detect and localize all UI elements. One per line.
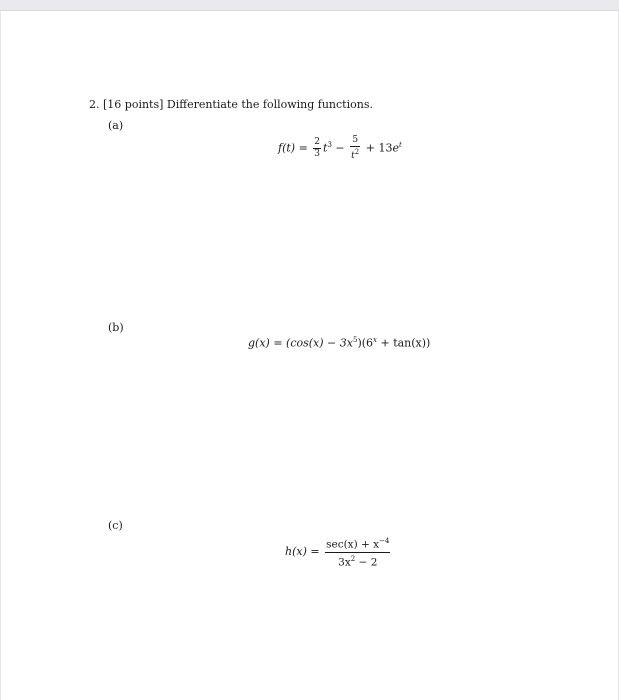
part-a-lhs: f(t) = <box>278 141 308 155</box>
part-b-formula <box>248 336 430 350</box>
problem-instruction: Differentiate the following functions. <box>166 98 373 111</box>
problem-number: 2. <box>89 98 100 111</box>
part-a-minus: − <box>335 141 345 155</box>
part-c-frac <box>325 535 390 569</box>
part-b-exp-x: x <box>373 336 377 344</box>
part-a-frac2-den-var: t <box>351 151 355 161</box>
part-c-label: (c) <box>108 519 123 532</box>
part-a-term1-exp: 3 <box>327 140 332 149</box>
part-c-den-exp: 2 <box>350 554 356 563</box>
problem-points: [16 points] <box>103 98 164 111</box>
part-a-frac2-den-exp: 2 <box>354 148 360 156</box>
part-a-e: e <box>392 141 399 155</box>
part-a-frac2-den <box>350 147 360 162</box>
part-a-frac2-num: 5 <box>350 135 360 147</box>
document-page <box>0 11 619 700</box>
part-b-formula-mid: )(6 <box>357 336 374 350</box>
part-a-term1: t <box>323 141 328 155</box>
part-a-frac1 <box>313 137 321 160</box>
part-a-formula <box>278 135 402 162</box>
part-c-den <box>325 553 390 570</box>
part-a-frac1-num: 2 <box>314 137 321 147</box>
part-c-formula <box>285 535 392 569</box>
part-c-lhs: h(x) = <box>285 545 320 558</box>
part-b-formula-post: + tan(x)) <box>376 336 431 350</box>
part-a-frac2 <box>350 135 360 162</box>
part-b-exp5: 5 <box>352 336 358 344</box>
part-c-den-pre: 3x <box>338 556 351 568</box>
part-b-label: (b) <box>108 321 124 334</box>
part-c-num-exp: −4 <box>379 537 390 545</box>
problem-header <box>89 98 373 111</box>
part-a-plus: + 13 <box>365 141 393 155</box>
part-c-num-pre: sec(x) + x <box>326 538 380 551</box>
part-a-e-exp: t <box>398 140 402 149</box>
part-b-formula-pre: g(x) = (cos(x) − 3x <box>248 336 353 350</box>
part-a-frac1-den: 3 <box>314 149 321 159</box>
part-c-den-post: − 2 <box>355 556 378 568</box>
part-a-label: (a) <box>108 119 124 132</box>
part-c-num <box>325 535 390 553</box>
window-top-bar <box>0 0 619 11</box>
